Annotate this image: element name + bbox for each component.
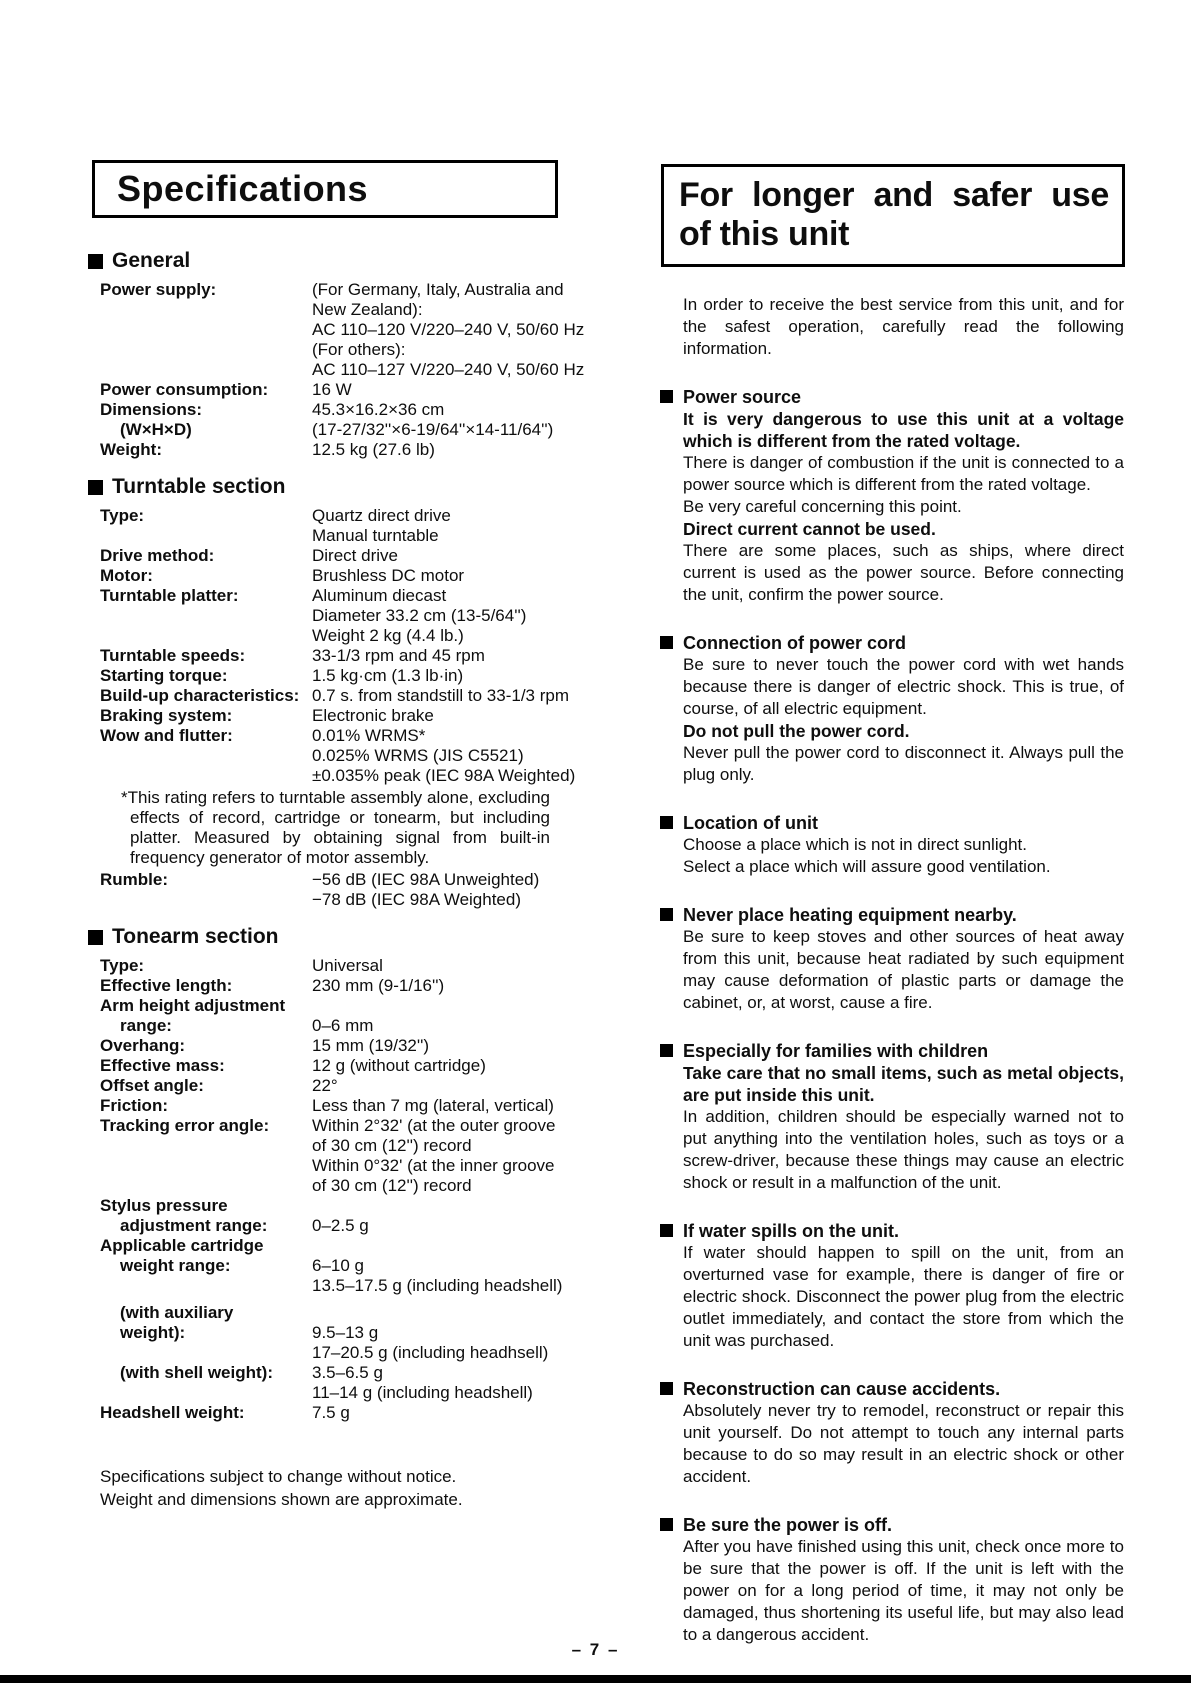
safety-heading-label: Connection of power cord [683,633,906,653]
spec-row [88,1303,560,1323]
safety-section-heading [660,812,1128,834]
spec-label: Build-up characteristics: [100,686,300,705]
spec-label: Type: [100,506,145,525]
spec-label: Stylus pressure [100,1196,228,1215]
spec-row [88,976,560,996]
spec-value-line: Within 2°32' (at the outer groove [312,1116,556,1135]
safety-paragraph: In addition, children should be especially warned not to put anything into the ventilation holes, such as toys or a screw-driver, because these things may cause an electric shock or result in a malfunction of the unit. [683,1107,1124,1192]
spec-label: Headshell weight: [100,1403,245,1422]
spec-value [312,686,569,706]
spec-value [312,566,560,586]
safety-paragraph: Never pull the power cord to disconnect it. Always pull the plug only. [683,743,1124,784]
spec-value [312,1256,562,1296]
spec-row [88,586,560,646]
spec-value-line: 45.3×16.2×36 cm [312,400,445,419]
spec-value [312,870,560,910]
safety-paragraph: Be sure to keep stoves and other sources of heat away from this unit, because heat radiated by such equipment may cause deformation of plastic parts or damage the cabinet, or, at worst, cause a fire. [683,927,1124,1012]
spec-value-line: AC 110–127 V/220–240 V, 50/60 Hz [312,360,585,379]
spec-value [312,1403,560,1423]
spec-label: Drive method: [100,546,215,565]
spec-row [88,666,560,686]
section-bullet-icon [660,816,673,829]
spec-value [312,1363,560,1403]
spec-label: Friction: [100,1096,168,1115]
section-bullet-icon [660,908,673,921]
section-bullet-icon [660,1518,673,1531]
spec-label: Dimensions: [100,400,203,419]
spec-row [88,726,576,786]
spec-value-line: Within 0°32' (at the inner groove [312,1156,555,1175]
spec-value-line: AC 110–120 V/220–240 V, 50/60 Hz [312,320,585,339]
spec-value-line: 3.5–6.5 g [312,1363,383,1382]
spec-value-line: 0.01% WRMS* [312,726,426,745]
spec-row [88,566,560,586]
safety-section-heading [660,1514,1128,1536]
safety-title-box [661,164,1125,267]
safety-paragraph: If water should happen to spill on the unit, from an overturned vase for example, there is danger of fire or electric shock. Disconnect the power plug from the electric outlet immediately, and contact the store from which the unit was purchased. [683,1243,1124,1350]
spec-value [312,1076,560,1096]
safety-paragraph: Do not pull the power cord. [683,721,910,741]
spec-value [312,1036,560,1056]
spec-value-line: 0.025% WRMS (JIS C5521) [312,746,524,765]
safety-section [660,1220,1128,1352]
spec-value-line: Electronic brake [312,706,434,725]
spec-value-line: (For others): [312,340,406,359]
spec-value [312,420,560,440]
spec-value-line: of 30 cm (12'') record [312,1176,472,1195]
spec-value-line: Brushless DC motor [312,566,465,585]
section-heading [88,925,560,949]
scan-bottom-bar [0,1675,1191,1683]
spec-value [312,1016,560,1036]
spec-value-line: 1.5 kg·cm (1.3 lb·in) [312,666,464,685]
section-bullet-icon [88,254,103,269]
spec-label: (with shell weight): [120,1363,273,1382]
spec-row [88,1096,560,1116]
safety-paragraph: Select a place which will assure good ventilation. [683,857,1051,876]
spec-label: Braking system: [100,706,233,725]
safety-section [660,904,1128,1014]
spec-value-line: (For Germany, Italy, Australia and [312,280,564,299]
spec-value-line: 33-1/3 rpm and 45 rpm [312,646,485,665]
spec-row [88,546,560,566]
spec-value-line: New Zealand): [312,300,423,319]
spec-row [88,646,560,666]
specifications-title-box [92,160,558,218]
spec-value-line: Aluminum diecast [312,586,447,605]
spec-value [312,1216,560,1236]
safety-section [660,812,1128,878]
spec-value-line: 11–14 g (including headshell) [312,1383,533,1402]
spec-label: weight): [120,1323,186,1342]
safety-section-body [660,1242,1124,1352]
spec-value [312,1323,560,1363]
safety-paragraph: After you have finished using this unit, check once more to be sure that the power is off. If the unit is left with the power on for a long period of time, it may not only be damaged, thus shortening its useful life, but may also lead to a dangerous accident. [683,1537,1124,1644]
section-heading [88,249,560,273]
safety-section [660,1514,1128,1646]
safety-paragraph: Take care that no small items, such as metal objects, are put inside this unit. [683,1063,1124,1105]
spec-value-line: −78 dB (IEC 98A Weighted) [312,890,522,909]
spec-value [312,1116,560,1196]
spec-row [88,996,560,1016]
spec-value-line: (17-27/32''×6-19/64''×14-11/64'') [312,420,554,439]
spec-value-line: 230 mm (9-1/16'') [312,976,445,995]
spec-value [312,956,560,976]
spec-section [88,475,576,910]
spec-label: Power supply: [100,280,217,299]
section-bullet-icon [660,636,673,649]
spec-label: Tracking error angle: [100,1116,270,1135]
spec-value [312,1056,560,1076]
spec-value-line: Diameter 33.2 cm (13-5/64'') [312,606,527,625]
spec-row [88,1016,560,1036]
spec-value-line: 0–6 mm [312,1016,374,1035]
spec-row [88,506,560,546]
safety-heading-label: Especially for families with children [683,1041,989,1061]
safety-intro: In order to receive the best service from this unit, and for the safest operation, carefully read the following information. [683,295,1124,358]
safety-heading-label: If water spills on the unit. [683,1221,900,1241]
footer-line: Specifications subject to change without notice. [100,1467,457,1486]
spec-value [312,1196,560,1216]
spec-row [88,1056,560,1076]
safety-section-body [660,408,1124,606]
safety-section-body [660,654,1124,786]
spec-value [312,1236,560,1256]
section-bullet-icon [88,930,103,945]
spec-row [88,706,560,726]
footer-line: Weight and dimensions shown are approximate. [100,1490,463,1509]
section-heading-label: Tonearm section [112,925,279,948]
specifications-column [88,160,585,1511]
spec-label: Power consumption: [100,380,269,399]
spec-label: Starting torque: [100,666,228,685]
spec-label: Effective length: [100,976,233,995]
spec-value-line: Quartz direct drive [312,506,451,525]
safety-paragraph: Be sure to never touch the power cord with wet hands because there is danger of electric shock. This is true, of course, of all electric equipment. [683,655,1124,718]
spec-row [88,400,560,420]
spec-value-line: 0–2.5 g [312,1216,369,1235]
safety-section-heading [660,632,1128,654]
spec-row [88,1323,560,1363]
spec-row [88,686,569,706]
spec-value [312,380,560,400]
spec-value [312,666,560,686]
safety-section-heading [660,904,1128,926]
spec-value-line: 16 W [312,380,352,399]
safety-section [660,386,1128,606]
spec-value-line: of 30 cm (12'') record [312,1136,472,1155]
spec-row [88,1363,560,1403]
safety-paragraph: Direct current cannot be used. [683,519,936,539]
spec-label: Offset angle: [100,1076,204,1095]
spec-value [312,400,560,420]
spec-value-line: 9.5–13 g [312,1323,379,1342]
spec-row [88,440,560,460]
section-heading [88,475,560,499]
spec-value [312,706,560,726]
spec-footnote: *This rating refers to turntable assembly alone, excluding effects of record, cartridge or tonearm, but including platter. Measured by obtaining signal from built-in frequency generator of motor assembly. [121,788,550,867]
section-bullet-icon [660,1044,673,1057]
safety-section-body [660,1536,1124,1646]
spec-label: Wow and flutter: [100,726,233,745]
spec-row [88,870,560,910]
spec-value [312,506,560,546]
spec-label: Turntable speeds: [100,646,246,665]
spec-label: Overhang: [100,1036,186,1055]
safety-section-heading [660,386,1128,408]
spec-row [88,1256,563,1296]
spec-value [312,546,560,566]
spec-row [88,1076,560,1096]
spec-value-line: 15 mm (19/32'') [312,1036,430,1055]
safety-section [660,632,1128,786]
spec-value-line: 7.5 g [312,1403,350,1422]
spec-value-line: Weight 2 kg (4.4 lb.) [312,626,464,645]
safety-paragraph: Choose a place which is not in direct sunlight. [683,835,1027,854]
spec-label: Applicable cartridge [100,1236,264,1255]
spec-label: (with auxiliary [120,1303,234,1322]
spec-value-line: 22° [312,1076,338,1095]
spec-label: range: [120,1016,172,1035]
safety-heading-label: Reconstruction can cause accidents. [683,1379,1001,1399]
section-bullet-icon [88,480,103,495]
safety-title-line-2: of this unit [679,215,850,253]
spec-label: Weight: [100,440,163,459]
spec-value [312,586,560,646]
spec-value [312,976,560,996]
spec-row [88,1403,560,1423]
spec-label: Type: [100,956,145,975]
safety-section-body [660,834,1124,878]
spec-value-line: Less than 7 mg (lateral, vertical) [312,1096,554,1115]
spec-value [312,280,584,380]
safety-section-body [660,1062,1124,1194]
safety-paragraph: Absolutely never try to remodel, reconstruct or repair this unit yourself. Do not attempt to touch any internal parts because to do so may result in an electric shock or other accident. [683,1401,1124,1486]
spec-value-line: 0.7 s. from standstill to 33-1/3 rpm [312,686,569,705]
spec-row [88,956,560,976]
section-heading-label: General [112,249,191,272]
spec-value-line: −56 dB (IEC 98A Unweighted) [312,870,540,889]
safety-heading-label: Power source [683,387,802,407]
spec-label: Turntable platter: [100,586,239,605]
spec-value [312,646,560,666]
safety-section-heading [660,1040,1128,1062]
spec-value [312,440,560,460]
spec-value [312,1096,560,1116]
spec-row [88,1216,560,1236]
section-bullet-icon [660,1224,673,1237]
spec-row [88,380,560,400]
spec-value [312,726,575,786]
safety-section-heading [660,1220,1128,1242]
spec-value-line: Manual turntable [312,526,439,545]
safety-column [660,164,1128,1646]
spec-label: Rumble: [100,870,168,889]
safety-section [660,1040,1128,1194]
spec-value-line: Universal [312,956,383,975]
spec-value-line: ±0.035% peak (IEC 98A Weighted) [312,766,576,785]
spec-section [88,925,563,1423]
spec-value [312,996,560,1016]
section-heading-label: Turntable section [112,475,286,498]
safety-sections [660,386,1128,1646]
safety-title-line-1: For longer and safer use [679,176,1109,214]
spec-row [88,420,560,440]
spec-row [88,1236,560,1256]
spec-row [88,280,585,380]
safety-paragraph: There is danger of combustion if the unit is connected to a power source which is different from the rated voltage. [683,453,1124,494]
specifications-title: Specifications [117,168,369,209]
safety-section-body [660,926,1124,1014]
section-bullet-icon [660,390,673,403]
specifications-footer [88,1465,560,1511]
spec-label: Motor: [100,566,153,585]
safety-paragraph: There are some places, such as ships, where direct current is used as the power source. Before connecting the unit, confirm the power source. [683,541,1124,604]
spec-value-line: 6–10 g [312,1256,364,1275]
spec-value-line: 12 g (without cartridge) [312,1056,486,1075]
spec-label: adjustment range: [120,1216,268,1235]
spec-row [88,1036,560,1056]
spec-value-line: 17–20.5 g (including headhsell) [312,1343,549,1362]
spec-value-line: Direct drive [312,546,398,565]
specifications-sections [88,249,585,1423]
page-number: – 7 – [571,1640,620,1659]
spec-section [88,249,585,460]
safety-paragraph: Be very careful concerning this point. [683,497,962,516]
safety-section-body [660,1400,1124,1488]
safety-heading-label: Never place heating equipment nearby. [683,905,1017,925]
spec-row [88,1196,560,1216]
spec-label: Arm height adjustment [100,996,286,1015]
safety-section [660,1378,1128,1488]
spec-value-line: 12.5 kg (27.6 lb) [312,440,435,459]
safety-section-heading [660,1378,1128,1400]
spec-label: weight range: [120,1256,231,1275]
spec-row [88,1116,560,1196]
safety-paragraph: It is very dangerous to use this unit at a voltage which is different from the rated voltage. [683,409,1124,451]
spec-value [312,1303,560,1323]
spec-label: Effective mass: [100,1056,225,1075]
safety-heading-label: Location of unit [683,813,818,833]
spec-value-line: 13.5–17.5 g (including headshell) [312,1276,563,1295]
section-bullet-icon [660,1382,673,1395]
safety-heading-label: Be sure the power is off. [683,1515,893,1535]
spec-label: (W×H×D) [120,420,192,439]
